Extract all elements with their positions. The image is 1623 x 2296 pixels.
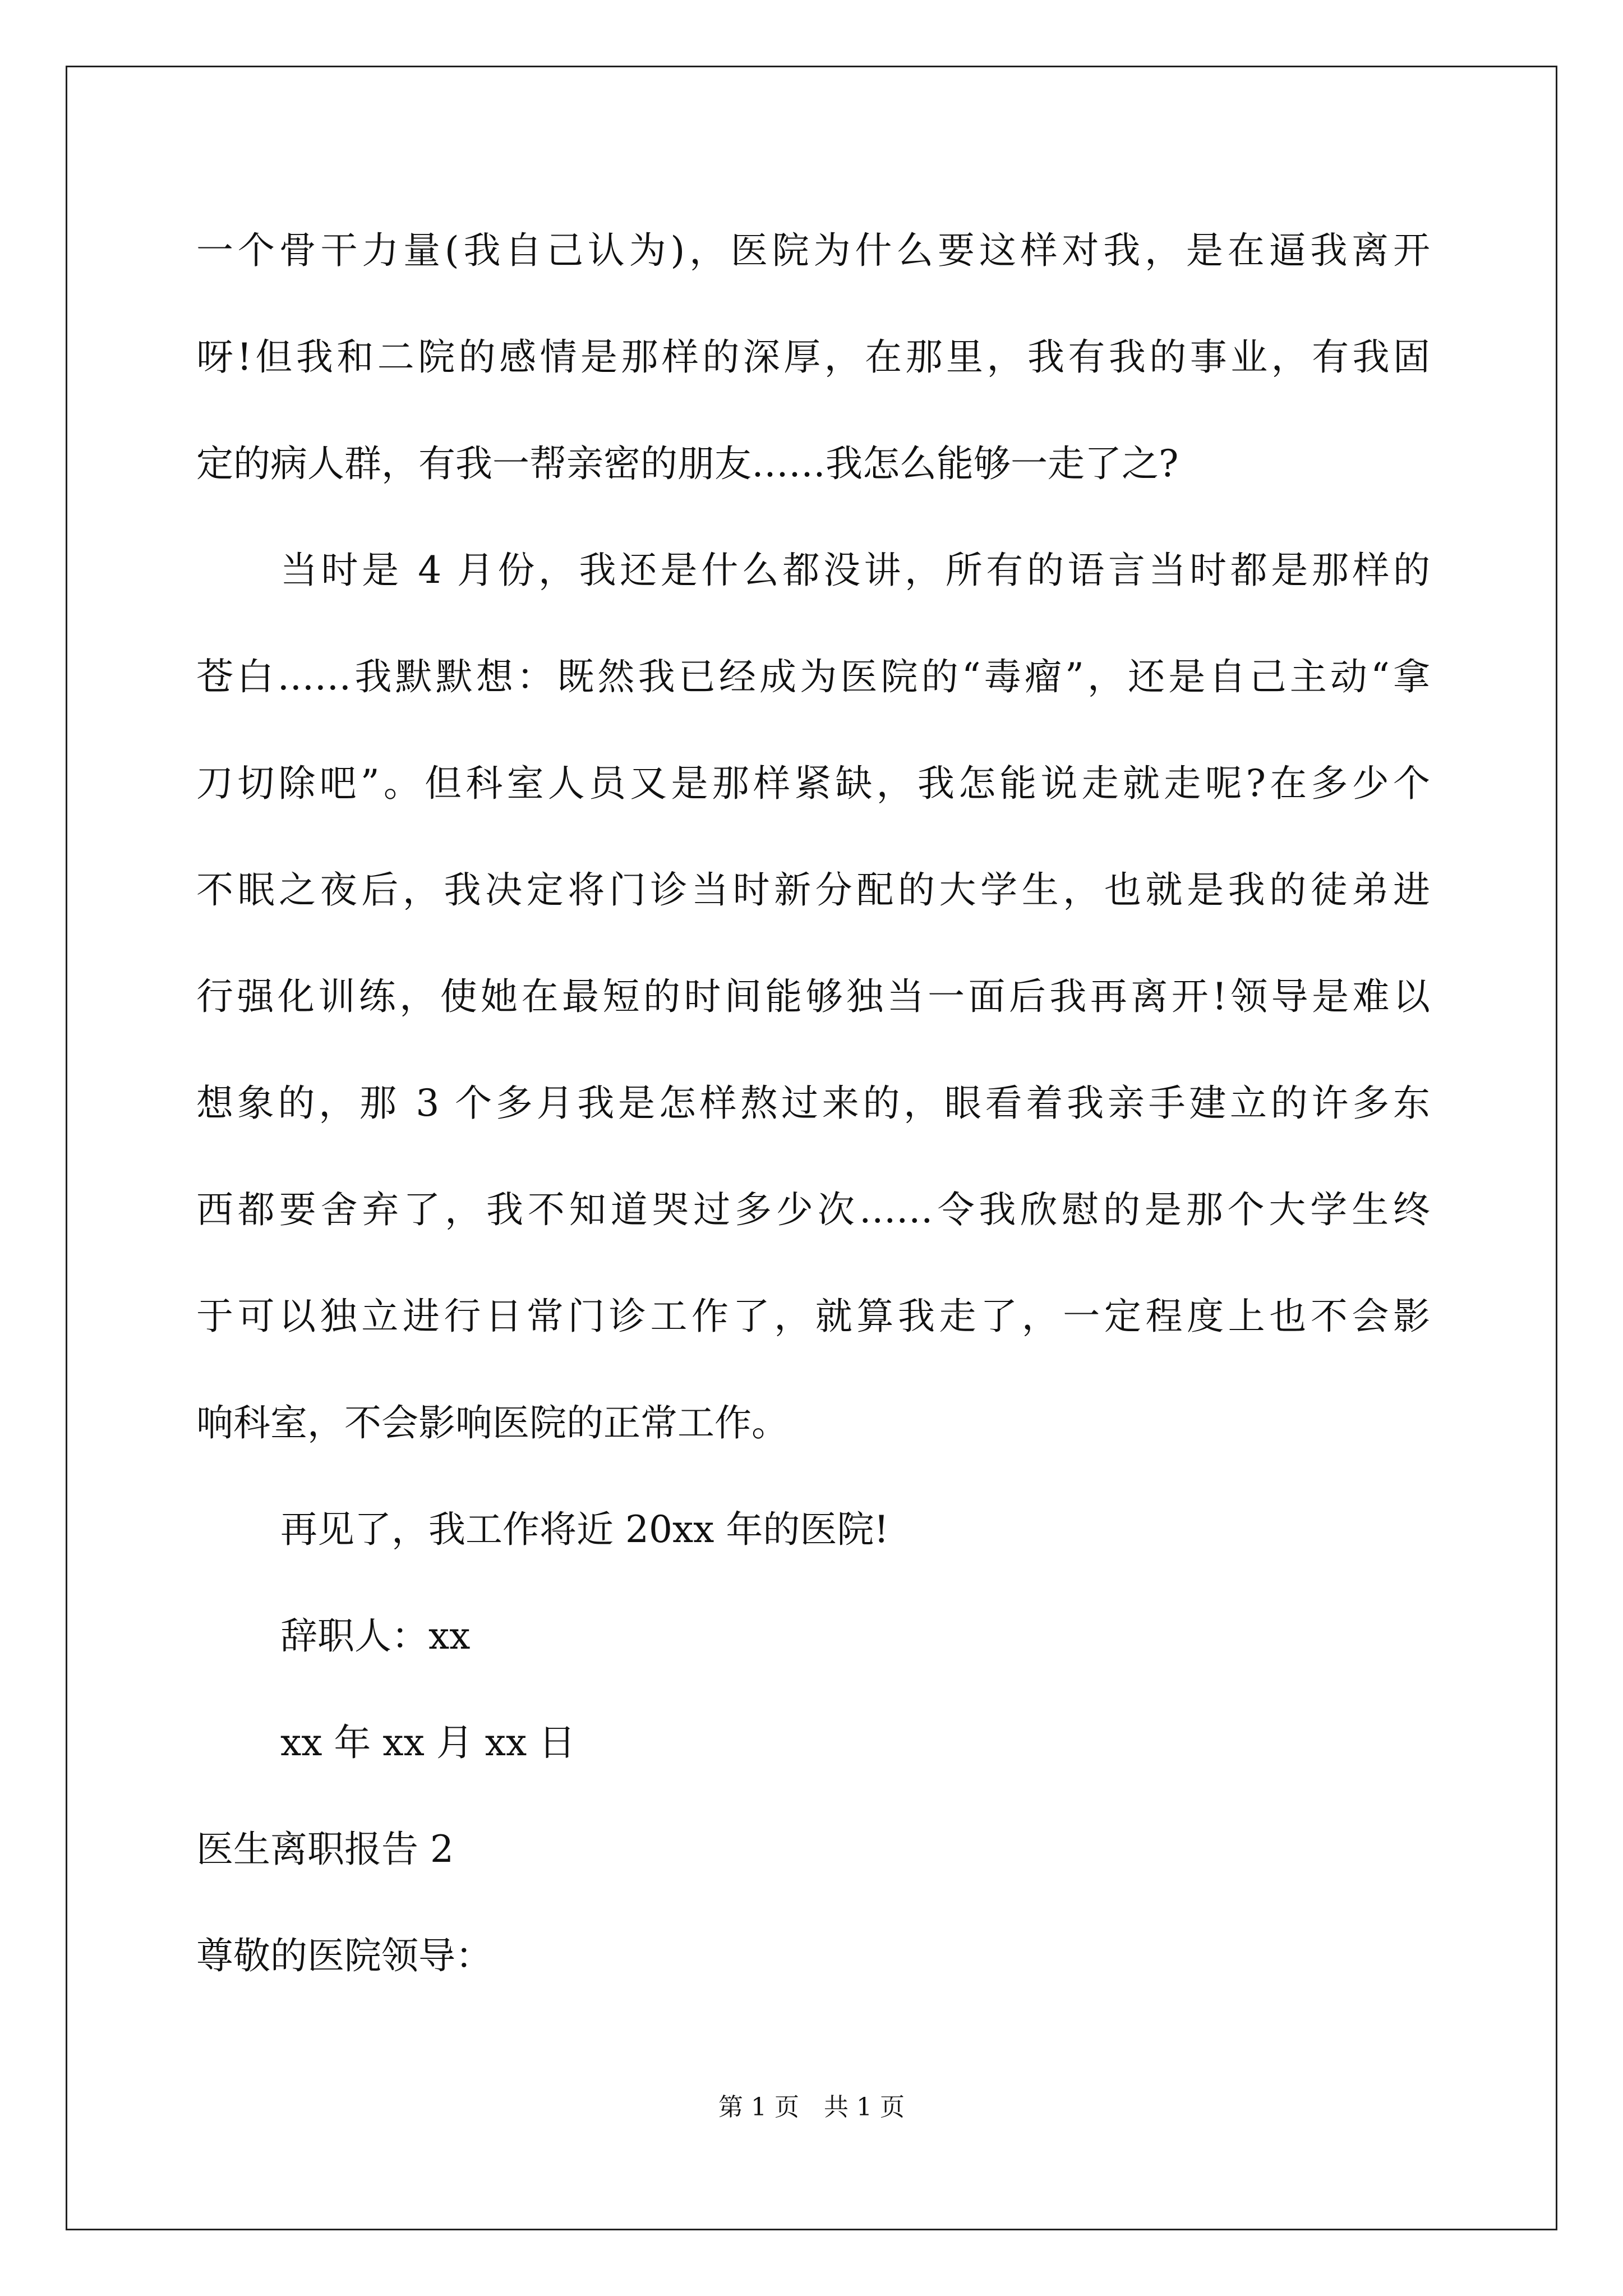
date-line: xx 年 xx 月 xx 日 xyxy=(280,1721,576,1764)
body-line-2: 呀!但我和二院的感情是那样的深厚，在那里，我有我的事业，有我固 xyxy=(196,335,1430,379)
body-line-8: 行强化训练，使她在最短的时间能够独当一面后我再离开!领导是难以 xyxy=(196,975,1430,1018)
body-line-3: 定的病人群，有我一帮亲密的朋友……我怎么能够一走了之? xyxy=(196,442,1179,485)
body-line-6: 刀切除吧”。但科室人员又是那样紧缺，我怎能说走就走呢?在多少个 xyxy=(196,762,1430,805)
body-line-7: 不眠之夜后，我决定将门诊当时新分配的大学生，也就是我的徒弟进 xyxy=(196,868,1430,912)
section-heading: 医生离职报告 2 xyxy=(196,1828,454,1871)
body-line-4: 当时是 4 月份，我还是什么都没讲，所有的语言当时都是那样的 xyxy=(280,549,1430,592)
resigner-line: 辞职人：xx xyxy=(280,1614,471,1658)
body-line-12: 响科室，不会影响医院的正常工作。 xyxy=(196,1401,789,1444)
body-line-5: 苍白……我默默想：既然我已经成为医院的“毒瘤”，还是自己主动“拿 xyxy=(196,655,1430,698)
farewell-line: 再见了，我工作将近 20xx 年的医院! xyxy=(280,1508,889,1551)
page-footer: 第 1 页 共 1 页 xyxy=(718,2093,905,2122)
body-line-1: 一个骨干力量(我自己认为)，医院为什么要这样对我，是在逼我离开 xyxy=(196,229,1430,272)
body-line-10: 西都要舍弃了，我不知道哭过多少次……令我欣慰的是那个大学生终 xyxy=(196,1188,1430,1231)
salutation-line: 尊敬的医院领导： xyxy=(196,1934,492,1977)
body-line-11: 于可以独立进行日常门诊工作了，就算我走了，一定程度上也不会影 xyxy=(196,1295,1430,1338)
body-line-9: 想象的，那 3 个多月我是怎样熬过来的，眼看着我亲手建立的许多东 xyxy=(196,1082,1430,1125)
page-border xyxy=(66,66,1557,2230)
